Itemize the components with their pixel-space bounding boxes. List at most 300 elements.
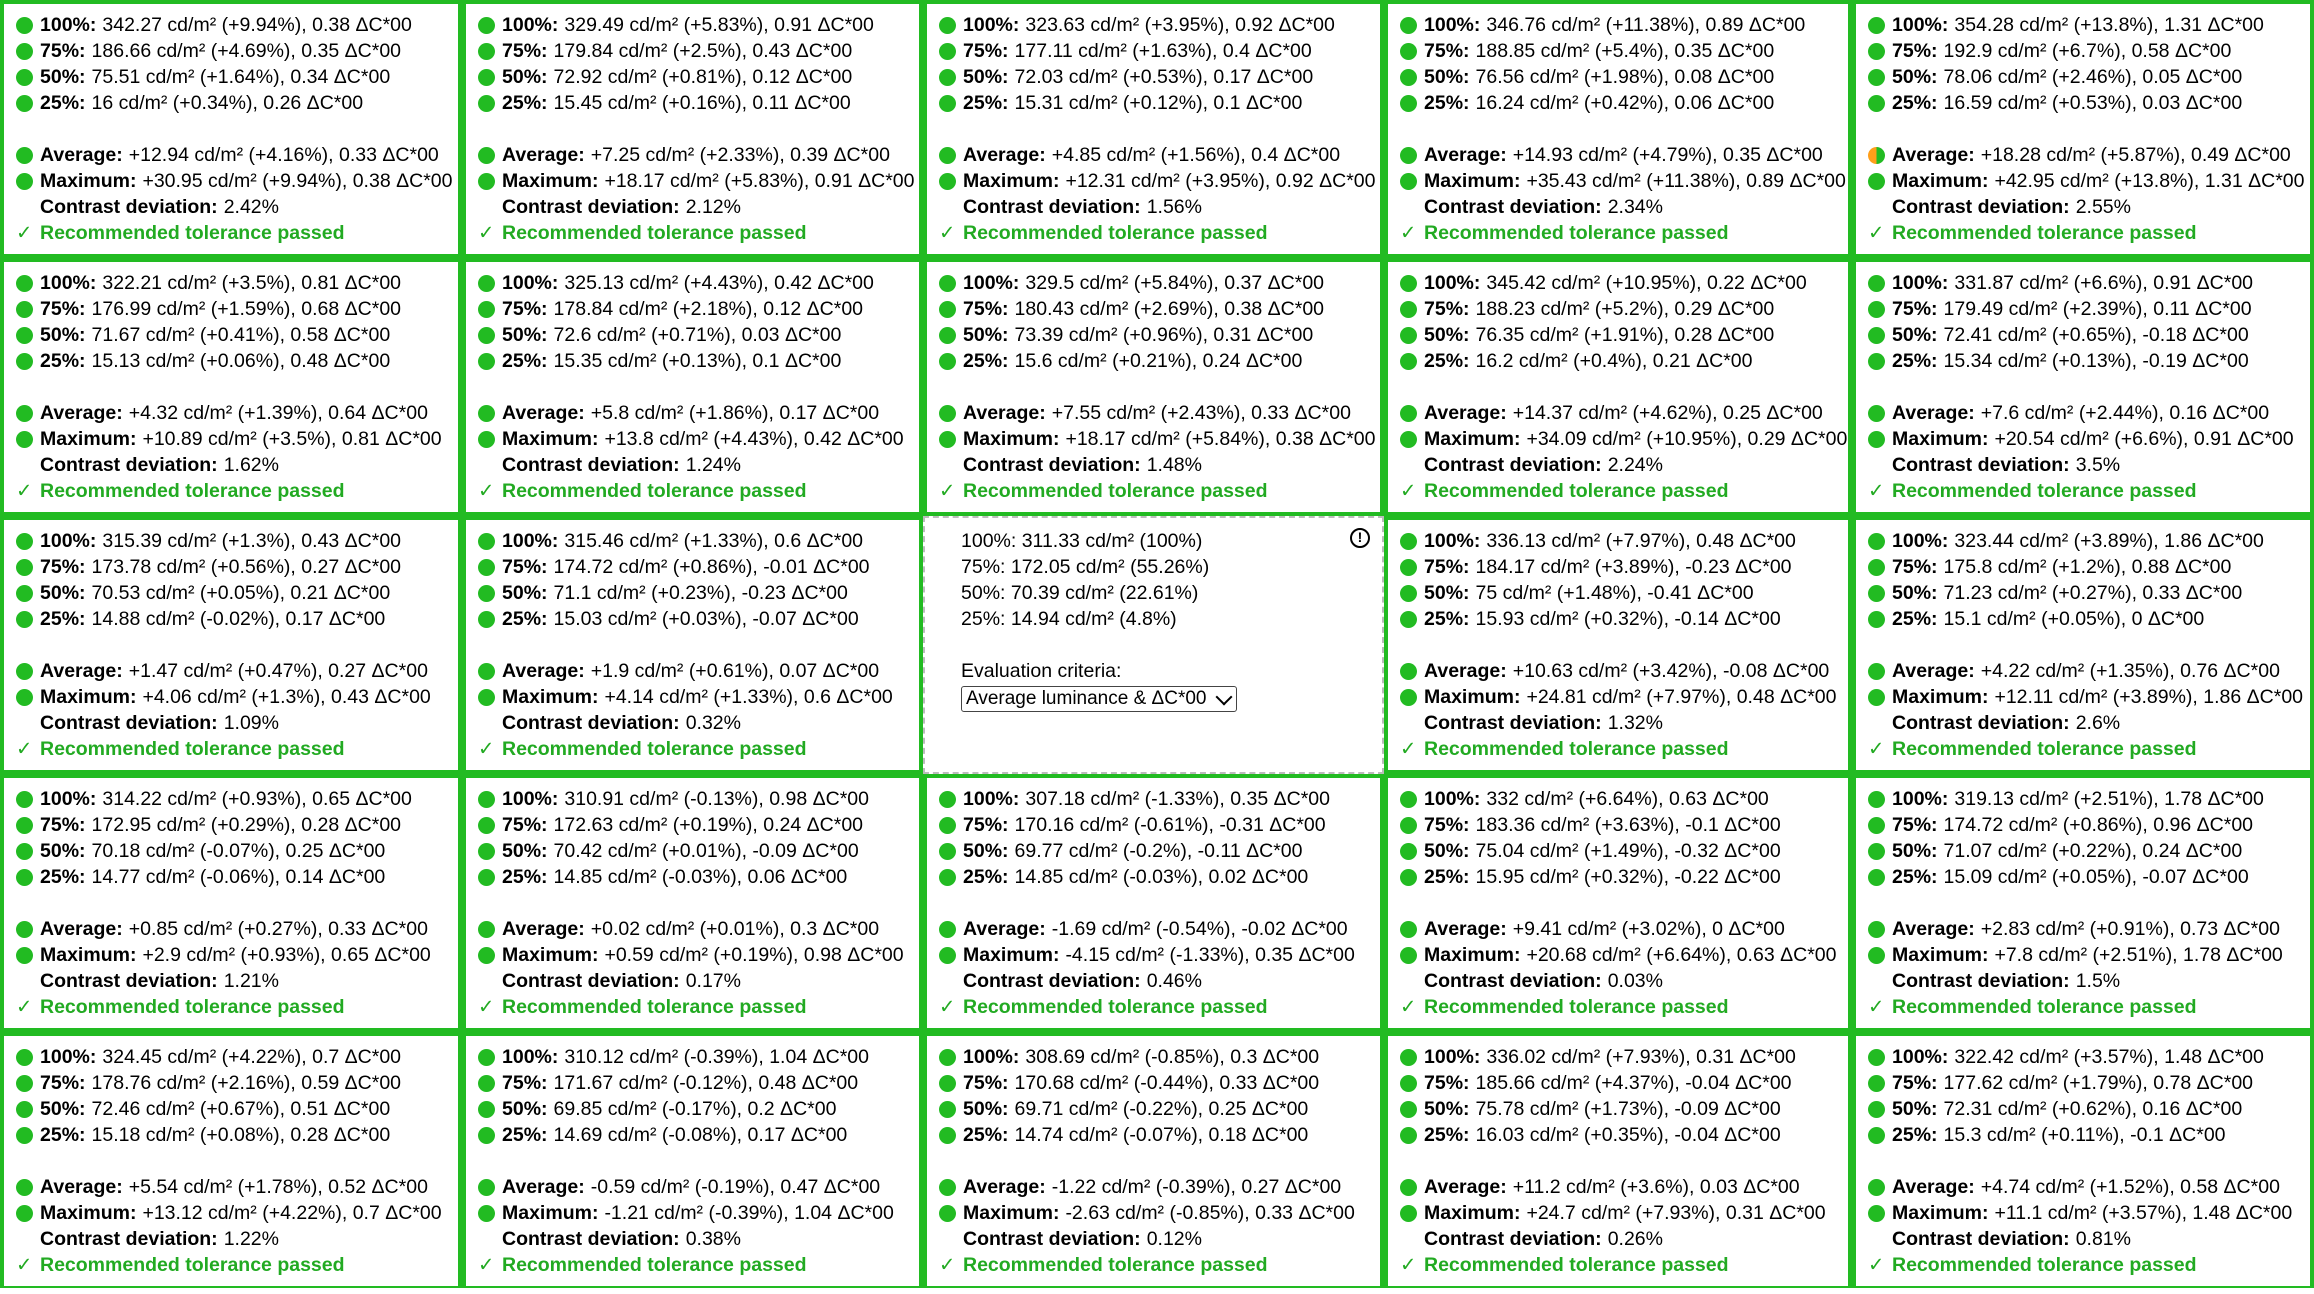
status-dot-icon xyxy=(16,663,33,680)
patch-100-value: 308.69 cd/m² (-0.85%), 0.3 ΔC*00 xyxy=(1025,1046,1320,1068)
average-value: -1.22 cd/m² (-0.39%), 0.27 ΔC*00 xyxy=(1051,1176,1342,1198)
patch-75-value: 175.8 cd/m² (+1.2%), 0.88 ΔC*00 xyxy=(1943,556,2232,578)
status-dot-icon xyxy=(478,1049,495,1066)
tolerance-result-text: Recommended tolerance passed xyxy=(502,1254,807,1276)
status-dot-icon xyxy=(1868,689,1885,706)
status-dot-icon xyxy=(939,1127,956,1144)
maximum-label: Maximum: xyxy=(1892,428,1989,450)
check-icon: ✓ xyxy=(1400,996,1417,1018)
patch-25 xyxy=(16,348,458,374)
measurement-cell xyxy=(0,258,462,516)
patch-50-label: 50%: xyxy=(1424,66,1470,88)
patch-25-value: 15.35 cd/m² (+0.13%), 0.1 ΔC*00 xyxy=(553,350,842,372)
contrast-deviation-label: Contrast deviation: xyxy=(1892,712,2070,734)
contrast-deviation-label: Contrast deviation: xyxy=(40,970,218,992)
maximum-label: Maximum: xyxy=(1892,170,1989,192)
contrast-deviation-value: 2.34% xyxy=(1607,196,1663,218)
measurement-cell xyxy=(0,1032,462,1290)
status-dot-icon xyxy=(1868,301,1885,318)
maximum-label: Maximum: xyxy=(502,1202,599,1224)
contrast-deviation xyxy=(1400,710,1848,736)
patch-25-label: 25%: xyxy=(1892,866,1938,888)
measurement-cell xyxy=(462,258,923,516)
patch-100-label: 100%: xyxy=(502,1046,559,1068)
patch-75-label: 75%: xyxy=(1424,298,1470,320)
maximum-label: Maximum: xyxy=(1424,1202,1521,1224)
status-dot-icon xyxy=(1868,95,1885,112)
check-icon: ✓ xyxy=(478,222,495,244)
check-icon: ✓ xyxy=(16,222,33,244)
contrast-deviation-value: 1.5% xyxy=(2075,970,2121,992)
status-dot-icon xyxy=(1868,585,1885,602)
patch-75-label: 75%: xyxy=(502,298,548,320)
average-label: Average: xyxy=(1424,660,1507,682)
maximum-value: +12.11 cd/m² (+3.89%), 1.86 ΔC*00 xyxy=(1994,686,2304,708)
bottom-edge xyxy=(0,1288,2314,1294)
patch-100 xyxy=(1400,12,1848,38)
maximum xyxy=(1400,942,1848,968)
patch-75-value: 178.84 cd/m² (+2.18%), 0.12 ΔC*00 xyxy=(553,298,864,320)
status-dot-icon xyxy=(939,1049,956,1066)
spacer xyxy=(939,1148,1380,1174)
patch-75-label: 75%: xyxy=(1892,1072,1938,1094)
status-dot-icon xyxy=(939,1205,956,1222)
patch-100 xyxy=(939,786,1380,812)
patch-50-value: 75.51 cd/m² (+1.64%), 0.34 ΔC*00 xyxy=(91,66,391,88)
maximum-label: Maximum: xyxy=(1424,686,1521,708)
average-label: Average: xyxy=(1892,144,1975,166)
measurement-cell xyxy=(1852,0,2314,258)
status-dot-icon xyxy=(1868,791,1885,808)
patch-50 xyxy=(1400,322,1848,348)
status-dot-icon xyxy=(16,1179,33,1196)
tolerance-result-text: Recommended tolerance passed xyxy=(1892,222,2197,244)
average-label: Average: xyxy=(1424,1176,1507,1198)
patch-100-label: 100%: xyxy=(502,14,559,36)
patch-50 xyxy=(1868,838,2310,864)
status-dot-icon xyxy=(16,585,33,602)
patch-100-value: 323.63 cd/m² (+3.95%), 0.92 ΔC*00 xyxy=(1025,14,1335,36)
average-value: -1.69 cd/m² (-0.54%), -0.02 ΔC*00 xyxy=(1051,918,1348,940)
patch-75-value: 172.63 cd/m² (+0.19%), 0.24 ΔC*00 xyxy=(553,814,864,836)
patch-25-label: 25%: xyxy=(40,608,86,630)
status-dot-icon xyxy=(478,353,495,370)
patch-25-value: 16 cd/m² (+0.34%), 0.26 ΔC*00 xyxy=(91,92,364,114)
average-label: Average: xyxy=(40,1176,123,1198)
patch-50-value: 75.78 cd/m² (+1.73%), -0.09 ΔC*00 xyxy=(1475,1098,1781,1120)
patch-50-label: 50%: xyxy=(963,1098,1009,1120)
patch-25 xyxy=(16,90,458,116)
status-dot-icon xyxy=(16,533,33,550)
patch-75 xyxy=(939,812,1380,838)
patch-25-label: 25%: xyxy=(963,92,1009,114)
maximum-value: +42.95 cd/m² (+13.8%), 1.31 ΔC*00 xyxy=(1994,170,2305,192)
status-dot-icon xyxy=(1400,611,1417,628)
status-dot-icon xyxy=(16,301,33,318)
status-dot-icon xyxy=(1868,663,1885,680)
measurement-cell xyxy=(1852,516,2314,774)
contrast-deviation-value: 3.5% xyxy=(2075,454,2121,476)
measurement-cell xyxy=(1384,516,1852,774)
contrast-deviation-value: 0.81% xyxy=(2075,1228,2131,1250)
average xyxy=(1868,658,2310,684)
patch-50-label: 50%: xyxy=(40,1098,86,1120)
patch-25-label: 25%: xyxy=(40,1124,86,1146)
contrast-deviation-value: 2.24% xyxy=(1607,454,1663,476)
status-dot-icon xyxy=(1868,559,1885,576)
average-value: +10.63 cd/m² (+3.42%), -0.08 ΔC*00 xyxy=(1512,660,1830,682)
patch-50 xyxy=(16,580,458,606)
tolerance-result xyxy=(478,1252,919,1278)
patch-75-label: 75%: xyxy=(502,1072,548,1094)
contrast-deviation xyxy=(1868,968,2310,994)
tolerance-result-text: Recommended tolerance passed xyxy=(502,996,807,1018)
status-dot-icon xyxy=(1400,869,1417,886)
status-dot-icon xyxy=(1400,17,1417,34)
patch-75-label: 75%: xyxy=(1892,40,1938,62)
status-dot-icon xyxy=(1400,173,1417,190)
patch-75-label: 75%: xyxy=(1892,298,1938,320)
patch-25-label: 25%: xyxy=(502,608,548,630)
contrast-deviation-label: Contrast deviation: xyxy=(502,1228,680,1250)
status-dot-icon xyxy=(1400,817,1417,834)
patch-75-value: 174.72 cd/m² (+0.86%), 0.96 ΔC*00 xyxy=(1943,814,2254,836)
status-dot-icon xyxy=(939,921,956,938)
status-dot-icon xyxy=(1400,405,1417,422)
status-dot-icon xyxy=(16,869,33,886)
contrast-deviation-value: 1.62% xyxy=(223,454,279,476)
maximum-value: +13.12 cd/m² (+4.22%), 0.7 ΔC*00 xyxy=(142,1202,442,1224)
patch-75-label: 75%: xyxy=(1424,40,1470,62)
average xyxy=(1868,1174,2310,1200)
info-icon[interactable]: ! xyxy=(1350,528,1370,548)
tolerance-result xyxy=(1400,994,1848,1020)
contrast-deviation xyxy=(16,194,458,220)
patch-50-value: 72.46 cd/m² (+0.67%), 0.51 ΔC*00 xyxy=(91,1098,391,1120)
check-icon: ✓ xyxy=(1868,1254,1885,1276)
patch-100-label: 100%: xyxy=(1424,14,1481,36)
maximum-value: +34.09 cd/m² (+10.95%), 0.29 ΔC*00 xyxy=(1526,428,1848,450)
patch-100-value: 315.39 cd/m² (+1.3%), 0.43 ΔC*00 xyxy=(102,530,402,552)
patch-25-value: 15.13 cd/m² (+0.06%), 0.48 ΔC*00 xyxy=(91,350,391,372)
patch-75 xyxy=(1868,38,2310,64)
patch-100-label: 100%: xyxy=(1892,272,1949,294)
patch-75-label: 75%: xyxy=(40,556,86,578)
status-dot-icon xyxy=(939,405,956,422)
patch-50 xyxy=(1868,64,2310,90)
patch-25 xyxy=(939,1122,1380,1148)
patch-100 xyxy=(1868,270,2310,296)
patch-100-label: 100%: xyxy=(963,272,1020,294)
spacer xyxy=(478,632,919,658)
maximum-label: Maximum: xyxy=(1892,944,1989,966)
contrast-deviation-value: 2.42% xyxy=(223,196,279,218)
tolerance-result-text: Recommended tolerance passed xyxy=(963,996,1268,1018)
patch-25-value: 15.6 cd/m² (+0.21%), 0.24 ΔC*00 xyxy=(1014,350,1303,372)
patch-75-label: 75%: xyxy=(963,1072,1009,1094)
status-dot-icon xyxy=(478,275,495,292)
patch-25 xyxy=(939,348,1380,374)
patch-50-label: 50%: xyxy=(1424,324,1470,346)
status-dot-icon xyxy=(478,817,495,834)
average-value: +7.25 cd/m² (+2.33%), 0.39 ΔC*00 xyxy=(590,144,890,166)
patch-75-value: 188.23 cd/m² (+5.2%), 0.29 ΔC*00 xyxy=(1475,298,1775,320)
average-label: Average: xyxy=(502,918,585,940)
maximum-label: Maximum: xyxy=(502,686,599,708)
patch-75-value: 179.49 cd/m² (+2.39%), 0.11 ΔC*00 xyxy=(1943,298,2252,320)
contrast-deviation-label: Contrast deviation: xyxy=(1424,454,1602,476)
maximum xyxy=(1868,168,2310,194)
patch-25 xyxy=(939,864,1380,890)
spacer xyxy=(1868,374,2310,400)
maximum-label: Maximum: xyxy=(963,428,1060,450)
patch-25-label: 25%: xyxy=(40,92,86,114)
status-dot-icon xyxy=(478,559,495,576)
contrast-deviation xyxy=(939,968,1380,994)
patch-75-label: 75%: xyxy=(502,556,548,578)
status-dot-icon xyxy=(939,301,956,318)
average-value: +1.9 cd/m² (+0.61%), 0.07 ΔC*00 xyxy=(590,660,880,682)
average-label: Average: xyxy=(502,1176,585,1198)
patch-50 xyxy=(478,838,919,864)
status-dot-icon xyxy=(478,1101,495,1118)
patch-75-label: 75%: xyxy=(502,814,548,836)
patch-50-value: 75.04 cd/m² (+1.49%), -0.32 ΔC*00 xyxy=(1475,840,1781,862)
status-dot-icon xyxy=(1400,43,1417,60)
status-dot-icon xyxy=(16,843,33,860)
patch-100-value: 354.28 cd/m² (+13.8%), 1.31 ΔC*00 xyxy=(1954,14,2264,36)
maximum xyxy=(1400,426,1848,452)
contrast-deviation xyxy=(16,710,458,736)
patch-25-label: 25%: xyxy=(1424,1124,1470,1146)
patch-75-value: 172.95 cd/m² (+0.29%), 0.28 ΔC*00 xyxy=(91,814,402,836)
status-dot-icon xyxy=(16,1205,33,1222)
tolerance-result-text: Recommended tolerance passed xyxy=(963,1254,1268,1276)
patch-25-value: 15.1 cd/m² (+0.05%), 0 ΔC*00 xyxy=(1943,608,2205,630)
patch-50-label: 50%: xyxy=(40,66,86,88)
status-dot-icon xyxy=(1400,1075,1417,1092)
patch-100 xyxy=(478,528,919,554)
average-label: Average: xyxy=(1892,402,1975,424)
contrast-deviation-value: 0.17% xyxy=(685,970,741,992)
status-dot-icon xyxy=(1400,275,1417,292)
check-icon: ✓ xyxy=(478,738,495,760)
tolerance-result-text: Recommended tolerance passed xyxy=(40,738,345,760)
maximum-value: +0.59 cd/m² (+0.19%), 0.98 ΔC*00 xyxy=(604,944,904,966)
measurement-cell xyxy=(1384,0,1852,258)
patch-50-label: 50%: xyxy=(1892,66,1938,88)
spacer xyxy=(939,890,1380,916)
patch-25 xyxy=(1400,864,1848,890)
patch-25 xyxy=(478,90,919,116)
contrast-deviation-value: 0.12% xyxy=(1146,1228,1202,1250)
patch-75 xyxy=(939,296,1380,322)
patch-25-value: 14.85 cd/m² (-0.03%), 0.02 ΔC*00 xyxy=(1014,866,1309,888)
patch-50 xyxy=(16,838,458,864)
patch-100 xyxy=(1868,528,2310,554)
maximum-value: +35.43 cd/m² (+11.38%), 0.89 ΔC*00 xyxy=(1526,170,1846,192)
average-label: Average: xyxy=(40,918,123,940)
patch-25 xyxy=(16,864,458,890)
status-dot-icon xyxy=(478,921,495,938)
patch-100 xyxy=(1400,270,1848,296)
patch-100-label: 100%: xyxy=(40,14,97,36)
patch-100-value: 332 cd/m² (+6.64%), 0.63 ΔC*00 xyxy=(1486,788,1769,810)
average xyxy=(1400,142,1848,168)
patch-100 xyxy=(478,786,919,812)
patch-25-value: 14.69 cd/m² (-0.08%), 0.17 ΔC*00 xyxy=(553,1124,848,1146)
patch-50-label: 50%: xyxy=(1424,840,1470,862)
tolerance-result xyxy=(1868,736,2310,762)
contrast-deviation-value: 0.46% xyxy=(1146,970,1202,992)
patch-25-label: 25%: xyxy=(502,1124,548,1146)
status-dot-icon xyxy=(16,1075,33,1092)
maximum-value: +11.1 cd/m² (+3.57%), 1.48 ΔC*00 xyxy=(1994,1202,2293,1224)
status-dot-icon xyxy=(478,69,495,86)
patch-75-label: 75%: xyxy=(40,1072,86,1094)
maximum-value: +24.81 cd/m² (+7.97%), 0.48 ΔC*00 xyxy=(1526,686,1837,708)
tolerance-result-text: Recommended tolerance passed xyxy=(40,996,345,1018)
patch-100-label: 100%: xyxy=(502,530,559,552)
status-dot-icon xyxy=(1400,559,1417,576)
patch-25 xyxy=(478,606,919,632)
check-icon: ✓ xyxy=(478,480,495,502)
patch-100 xyxy=(478,12,919,38)
patch-100-value: 315.46 cd/m² (+1.33%), 0.6 ΔC*00 xyxy=(564,530,864,552)
status-dot-icon xyxy=(1868,405,1885,422)
patch-75-label: 75%: xyxy=(1892,814,1938,836)
patch-100-value: 324.45 cd/m² (+4.22%), 0.7 ΔC*00 xyxy=(102,1046,402,1068)
maximum-value: -1.21 cd/m² (-0.39%), 1.04 ΔC*00 xyxy=(604,1202,894,1224)
status-dot-icon xyxy=(1868,1127,1885,1144)
contrast-deviation-label: Contrast deviation: xyxy=(1892,1228,2070,1250)
status-dot-icon xyxy=(16,405,33,422)
maximum xyxy=(478,942,919,968)
patch-75-label: 75%: xyxy=(1424,556,1470,578)
maximum-label: Maximum: xyxy=(963,944,1060,966)
check-icon: ✓ xyxy=(939,222,956,244)
patch-100 xyxy=(1868,12,2310,38)
patch-25-label: 25%: xyxy=(40,866,86,888)
status-dot-icon xyxy=(1400,1127,1417,1144)
average xyxy=(16,658,458,684)
check-icon: ✓ xyxy=(16,480,33,502)
patch-50-label: 50%: xyxy=(1424,582,1470,604)
status-dot-icon xyxy=(478,585,495,602)
patch-25-value: 15.45 cd/m² (+0.16%), 0.11 ΔC*00 xyxy=(553,92,851,114)
spacer xyxy=(1400,890,1848,916)
status-dot-icon xyxy=(478,1205,495,1222)
maximum xyxy=(478,426,919,452)
spacer xyxy=(1400,374,1848,400)
average xyxy=(1868,142,2310,168)
patch-25 xyxy=(1868,606,2310,632)
contrast-deviation xyxy=(478,452,919,478)
maximum-value: +30.95 cd/m² (+9.94%), 0.38 ΔC*00 xyxy=(142,170,453,192)
patch-100 xyxy=(1868,786,2310,812)
maximum-value: +20.68 cd/m² (+6.64%), 0.63 ΔC*00 xyxy=(1526,944,1837,966)
patch-100 xyxy=(478,270,919,296)
patch-25-value: 16.24 cd/m² (+0.42%), 0.06 ΔC*00 xyxy=(1475,92,1775,114)
tolerance-result xyxy=(1400,478,1848,504)
status-dot-icon xyxy=(939,431,956,448)
contrast-deviation xyxy=(1400,194,1848,220)
check-icon: ✓ xyxy=(16,996,33,1018)
patch-50 xyxy=(1868,1096,2310,1122)
maximum-value: -4.15 cd/m² (-1.33%), 0.35 ΔC*00 xyxy=(1065,944,1355,966)
patch-25-label: 25%: xyxy=(1424,350,1470,372)
patch-25-value: 15.31 cd/m² (+0.12%), 0.1 ΔC*00 xyxy=(1014,92,1303,114)
maximum-value: +13.8 cd/m² (+4.43%), 0.42 ΔC*00 xyxy=(604,428,904,450)
status-dot-icon xyxy=(939,173,956,190)
tolerance-result-text: Recommended tolerance passed xyxy=(1892,996,2197,1018)
status-dot-icon xyxy=(478,947,495,964)
measurement-cell xyxy=(923,258,1384,516)
patch-75 xyxy=(16,554,458,580)
patch-100-label: 100%: xyxy=(1892,14,1949,36)
average xyxy=(939,400,1380,426)
status-dot-icon xyxy=(478,869,495,886)
patch-50 xyxy=(939,64,1380,90)
tolerance-result xyxy=(478,994,919,1020)
patch-50 xyxy=(478,64,919,90)
measurement-cell xyxy=(1852,774,2314,1032)
status-dot-icon xyxy=(16,611,33,628)
maximum-label: Maximum: xyxy=(40,428,137,450)
status-dot-icon xyxy=(1868,611,1885,628)
spacer xyxy=(478,890,919,916)
patch-25-value: 15.18 cd/m² (+0.08%), 0.28 ΔC*00 xyxy=(91,1124,391,1146)
patch-100-label: 100%: xyxy=(1424,530,1481,552)
average-value: +5.8 cd/m² (+1.86%), 0.17 ΔC*00 xyxy=(590,402,880,424)
status-dot-icon xyxy=(16,147,33,164)
maximum-label: Maximum: xyxy=(502,170,599,192)
patch-100-value: 345.42 cd/m² (+10.95%), 0.22 ΔC*00 xyxy=(1486,272,1807,294)
patch-25 xyxy=(478,864,919,890)
patch-75 xyxy=(1400,554,1848,580)
tolerance-result-text: Recommended tolerance passed xyxy=(40,1254,345,1276)
patch-100-label: 100%: xyxy=(1892,1046,1949,1068)
patch-25-value: 14.88 cd/m² (-0.02%), 0.17 ΔC*00 xyxy=(91,608,386,630)
maximum-value: +4.06 cd/m² (+1.3%), 0.43 ΔC*00 xyxy=(142,686,431,708)
patch-50 xyxy=(1868,580,2310,606)
maximum-value: +10.89 cd/m² (+3.5%), 0.81 ΔC*00 xyxy=(142,428,442,450)
average xyxy=(1400,916,1848,942)
status-dot-icon xyxy=(478,17,495,34)
patch-50 xyxy=(939,1096,1380,1122)
patch-25-label: 25%: xyxy=(1424,866,1470,888)
measurement-cell xyxy=(462,1032,923,1290)
evaluation-criteria-select[interactable] xyxy=(961,686,1237,712)
patch-100-label: 100%: xyxy=(1424,1046,1481,1068)
patch-50 xyxy=(478,1096,919,1122)
patch-100-value: 310.91 cd/m² (-0.13%), 0.98 ΔC*00 xyxy=(564,788,869,810)
patch-50-label: 50%: xyxy=(502,66,548,88)
contrast-deviation-label: Contrast deviation: xyxy=(502,196,680,218)
check-icon: ✓ xyxy=(1868,738,1885,760)
status-dot-icon xyxy=(478,43,495,60)
patch-100-value: 323.44 cd/m² (+3.89%), 1.86 ΔC*00 xyxy=(1954,530,2264,552)
patch-25 xyxy=(1400,90,1848,116)
status-dot-icon xyxy=(939,17,956,34)
patch-100 xyxy=(1400,786,1848,812)
status-dot-icon xyxy=(478,301,495,318)
measurement-cell xyxy=(1384,258,1852,516)
average xyxy=(1868,916,2310,942)
patch-50 xyxy=(939,322,1380,348)
status-dot-icon xyxy=(1868,353,1885,370)
tolerance-result xyxy=(16,478,458,504)
